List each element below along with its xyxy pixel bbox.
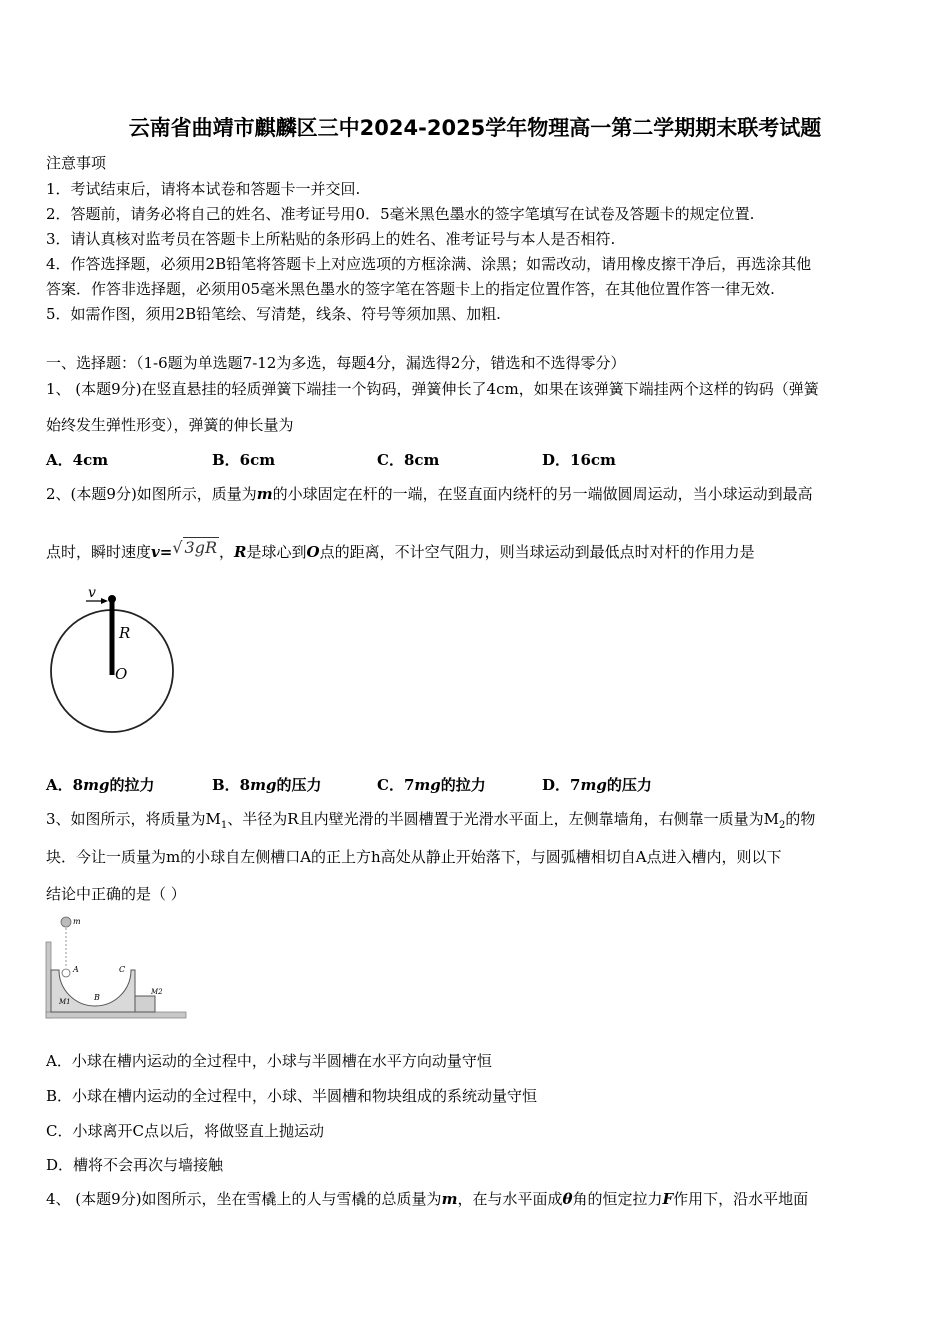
q3-subscript: 2 <box>778 820 786 831</box>
q2-option-a-mg: mg <box>83 776 110 794</box>
q4-stem-text: ，在与水平面成 <box>457 1190 563 1208</box>
q3-subscript: 1 <box>220 820 228 831</box>
q2-radius-symbol: R <box>234 543 247 561</box>
label-O: O <box>115 665 128 683</box>
q3-option-b: B．小球在槽内运动的全过程中，小球、半圆槽和物块组成的系统动量守恒 <box>46 1087 538 1105</box>
notice-item: 3．请认真核对监考员在答题卡上所粘贴的条形码上的姓名、准考证号与本人是否相符. <box>46 230 616 248</box>
label-C: C <box>119 965 126 974</box>
wall <box>46 942 51 1018</box>
q2-option-a <box>46 774 154 795</box>
section-heading: 一、选择题：（1-6题为单选题7-12为多选，每题4分，漏选得2分，错选和不选得零分） <box>46 354 626 372</box>
q2-stem-line2 <box>46 538 755 562</box>
notice-item: 答案．作答非选择题，必须用05毫米黑色墨水的签字笔在答题卡上的指定位置作答，在其他位置作答一律无效. <box>46 280 775 298</box>
q2-stem-text: 2、(本题9分)如图所示，质量为 <box>46 485 257 503</box>
q2-option-c-text: C．7 <box>377 776 415 794</box>
ground <box>46 1012 186 1018</box>
q2-option-b <box>212 774 322 795</box>
q3-stem-line3: 结论中正确的是（ ） <box>46 885 186 903</box>
label-B: B <box>94 993 100 1002</box>
q4-force-symbol: F <box>662 1190 674 1208</box>
q4-stem-text: 角的恒定拉力 <box>572 1190 663 1208</box>
q3-stem-line2: 块．今让一质量为m的小球自左侧槽口A的正上方h高处从静止开始落下，与圆弧槽相切自A点进入槽内，则以下 <box>46 848 782 866</box>
label-R: R <box>119 624 131 642</box>
ball-m <box>61 917 71 927</box>
page-title: 云南省曲靖市麒麟区三中2024-2025学年物理高一第二学期期末联考试题 <box>128 116 822 140</box>
circle-rod-figure <box>48 585 178 740</box>
q3-stem-text: 的物 <box>785 810 816 828</box>
q2-option-b-text: B．8 <box>212 776 251 794</box>
q3-option-d: D．槽将不会再次与墙接触 <box>46 1156 224 1174</box>
q1-option-b: B．6cm <box>212 451 276 469</box>
q2-velocity-symbol: v= <box>151 543 173 561</box>
q2-option-d-mg: mg <box>580 776 607 794</box>
label-m: m <box>73 917 81 926</box>
q2-option-d-text2: 的压力 <box>606 776 652 794</box>
q1-stem-line2: 始终发生弹性形变），弹簧的伸长量为 <box>46 416 294 434</box>
block-M2 <box>135 996 155 1012</box>
q4-mass-symbol: m <box>441 1190 458 1208</box>
notice-item: 1．考试结束后，请将本试卷和答题卡一并交回. <box>46 180 361 198</box>
notice-heading: 注意事项 <box>46 154 107 172</box>
label-M2: M2 <box>151 988 163 996</box>
notice-item: 2．答题前，请务必将自己的姓名、准考证号用0．5毫米黑色墨水的签字笔填写在试卷及答题卡的规定位置. <box>46 205 755 223</box>
q2-option-d <box>542 774 652 795</box>
q2-stem-line1 <box>46 483 813 504</box>
q2-stem-text: 是球心到 <box>246 543 307 561</box>
ball-at-A <box>62 969 70 977</box>
label-M1: M1 <box>59 998 71 1006</box>
q1-stem-line1 <box>46 378 819 399</box>
q2-center-symbol: O <box>306 543 320 561</box>
q4-stem-text: 4、 (本题9分)如图所示，坐在雪橇上的人与雪橇的总质量为 <box>46 1190 442 1208</box>
notice-item: 5．如需作图，须用2B铅笔绘、写清楚，线条、符号等须加黑、加粗. <box>46 305 501 323</box>
notice-item: 4．作答选择题，必须用2B铅笔将答题卡上对应选项的方框涂满、涂黑；如需改动，请用橡皮擦干净后，再选涂其他 <box>46 255 812 273</box>
q2-mass-symbol: m <box>256 485 273 503</box>
q2-option-c-mg: mg <box>414 776 441 794</box>
q2-option-c <box>377 774 486 795</box>
q4-stem-text: 作用下，沿水平地面 <box>673 1190 809 1208</box>
q1-stem-text: 1、 (本题9分)在竖直悬挂的轻质弹簧下端挂一个钩码，弹簧伸长了4cm，如果在该弹簧下端挂两个这样的钩码（弹簧 <box>46 380 819 398</box>
arrow-head <box>101 598 108 604</box>
q4-stem-line1 <box>46 1188 808 1209</box>
sqrt-formula: √ 3gR <box>172 538 217 557</box>
q2-option-d-text: D．7 <box>542 776 581 794</box>
q1-option-d: D．16cm <box>542 451 616 469</box>
q2-option-a-text2: 的拉力 <box>109 776 155 794</box>
label-A: A <box>73 965 79 974</box>
ball <box>108 595 116 603</box>
half-pipe-figure <box>44 912 189 1022</box>
q2-stem-text: ， <box>218 543 234 561</box>
q3-option-a: A．小球在槽内运动的全过程中，小球与半圆槽在水平方向动量守恒 <box>46 1052 492 1070</box>
q3-stem-line1 <box>46 808 815 831</box>
q2-stem-text: 的小球固定在杆的一端，在竖直面内绕杆的另一端做圆周运动，当小球运动到最高 <box>272 485 813 503</box>
q2-option-a-text: A．8 <box>46 776 84 794</box>
sqrt-radicand: 3gR <box>184 538 217 557</box>
q2-option-c-text2: 的拉力 <box>440 776 486 794</box>
q1-option-c: C．8cm <box>377 451 440 469</box>
q3-stem-text: 、半径为R且内壁光滑的半圆槽置于光滑水平面上，左侧靠墙角，右侧靠一质量为M <box>227 810 779 828</box>
q3-stem-text: 3、如图所示，将质量为M <box>46 810 221 828</box>
q2-stem-text: 点时，瞬时速度 <box>46 543 152 561</box>
q4-theta-symbol: θ <box>562 1190 573 1208</box>
q2-stem-text: 点的距离，不计空气阻力，则当球运动到最低点时对杆的作用力是 <box>319 543 755 561</box>
q3-option-c: C．小球离开C点以后，将做竖直上抛运动 <box>46 1122 324 1140</box>
q2-option-b-text2: 的压力 <box>276 776 322 794</box>
label-v: v <box>88 585 96 601</box>
q2-option-b-mg: mg <box>250 776 277 794</box>
q1-option-a: A．4cm <box>46 451 109 469</box>
